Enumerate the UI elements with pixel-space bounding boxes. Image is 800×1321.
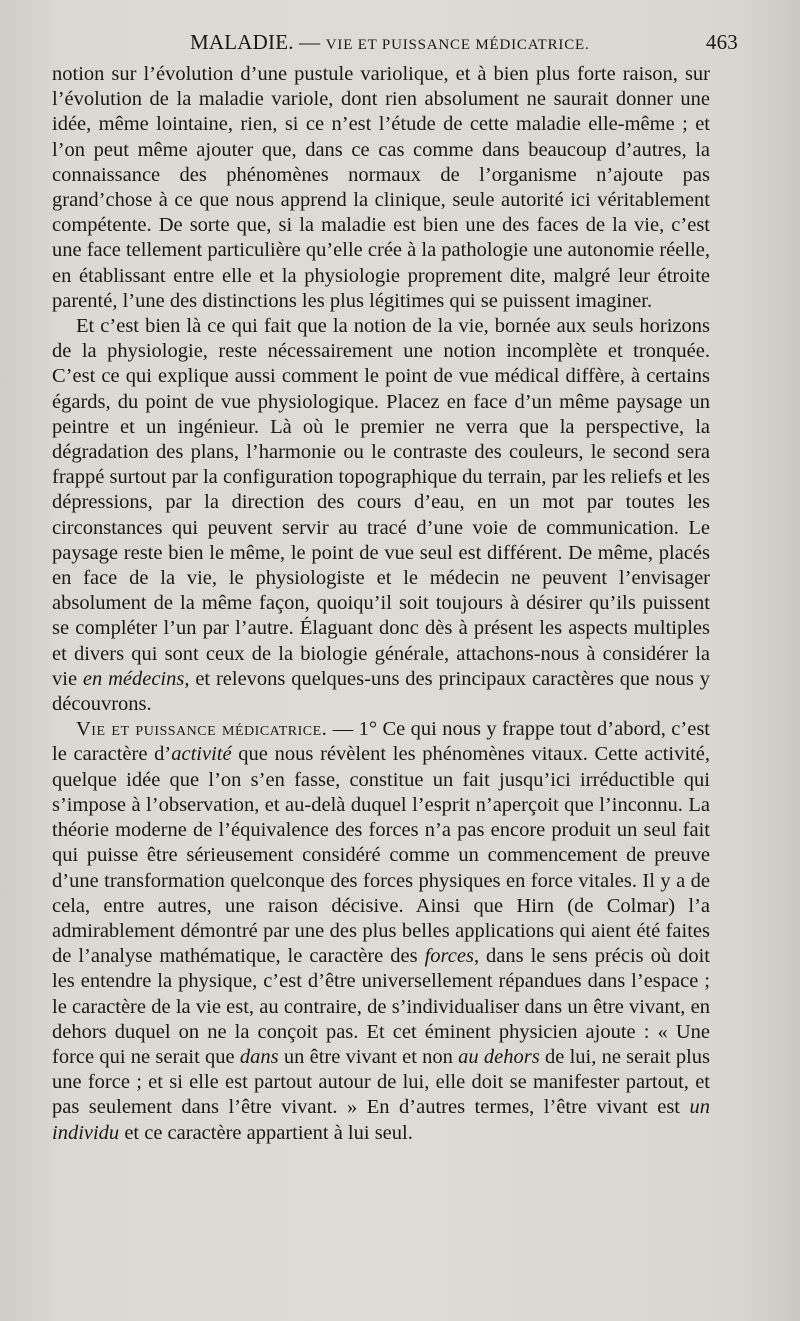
section-heading: Vie et puissance médicatrice. — [76, 718, 328, 741]
paragraph-3-text-e: de lui, ne serait plus une force ; et si elle est partout autour de lui, elle doit se manifester partout, et pas seulement dans l’être vivant. » En d’autres termes, l’être vivant est — [52, 1045, 711, 1119]
paragraph-3-text-b: que nous révèlent les phénomènes vitaux. Cette activité, quelque idée que l’on s’en fasse, constitue un fait jusqu’ici irréductible qui s’impose à l’observation, et au-delà duquel l’esprit n’aperçoit que l’inconnu. La théorie moderne de l’équivalence des forces n’a pas encore produit un seul fait qui puisse être sérieusement considéré comme un commencement de preuve d’une transformation quelconque des forces physiques en force vitales. Il y a de cela, entre autres, une raison décisive. Ainsi que Hirn (de Colmar) l’a admirablement démontré par une des plus belles applications qui aient été faites de l’analyse mathématique, le caractère des — [52, 743, 710, 968]
paragraph-2-text-b: , et relevons quelques-uns des principaux caractères que nous y découvrons. — [52, 667, 710, 716]
paragraph-2-text-a: Et c’est bien là ce qui fait que la notion de la vie, bornée aux seuls horizons de la physiologie, reste nécessairement une notion incomplète et tronquée. C’est ce qui explique aussi comment le point de vue médical diffère, à certains égards, du point de vue physiologique. Placez en face d’un même paysage un peintre et un ingénieur. Là où le premier ne verra que la perspective, la dégradation des plans, l’harmonie ou le contraste des couleurs, le second sera frappé surtout par la configuration topographique du terrain, par les reliefs et les dépressions, par la direction des cours d’eau, en un mot par toutes les circonstances qui peuvent servir au tracé d’une voie de communication. Le paysage reste bien le même, le point de vue seul est différent. De même, placés en face de la vie, le physiologiste et le médecin ne peuvent l’envisager absolument de la même façon, quoiqu’il soit toujours à désirer qu’ils puissent se compléter l’un par l’autre. Élaguant donc dès à présent les aspects multiples et divers qui sont ceux de la biologie générale, attachons-nous à considérer la vie — [52, 315, 710, 690]
paragraph-3-text-c: , dans le sens précis où doit les entendre la physique, c’est d’être universellement répandues dans l’espace ; le caractère de la vie est, au contraire, de s’individualiser dans un être vivant, en dehors duquel on ne la conçoit pas. Et cet éminent physicien ajoute : « Une force qui ne serait que — [52, 945, 711, 1068]
paragraph-2 — [52, 314, 710, 717]
paragraph-3 — [52, 717, 710, 1145]
paragraph-3-italic-au-dehors: au dehors — [458, 1045, 540, 1068]
running-header — [52, 30, 738, 60]
paragraph-3-text-a: — 1° Ce qui nous y frappe tout d’abord, c’est le caractère d’ — [52, 718, 710, 766]
running-title-rest: VIE ET PUISSANCE MÉDICATRICE. — [325, 37, 590, 53]
running-title-dash: — — [293, 30, 326, 54]
paragraph-3-italic-activite: activité — [171, 743, 232, 766]
paragraph-3-italic-un-individu: un individu — [52, 1096, 710, 1144]
paragraph-3-text-d: un être vivant et non — [278, 1045, 459, 1068]
running-title — [190, 30, 590, 55]
page-body — [52, 62, 710, 1146]
running-title-main: MALADIE. — [190, 30, 294, 54]
paragraph-3-italic-dans: dans — [239, 1045, 279, 1068]
paragraph-2-italic: en médecins — [82, 667, 185, 690]
paragraph-3-italic-forces: forces — [424, 945, 474, 968]
page-number: 463 — [705, 30, 738, 54]
paragraph-3-text-f: et ce caractère appartient à lui seul. — [119, 1121, 413, 1144]
paragraph-1: notion sur l’évolution d’une pustule variolique, et à bien plus forte raison, sur l’évolution de la maladie variole, dont rien absolument ne saurait donner une idée, même lointaine, rien, si ce n’est l’étude de cette maladie elle-même ; et l’on peut même ajouter que, dans ce cas comme dans beaucoup d’autres, la connaissance des phénomènes normaux de l’organisme n’ajoute pas grand’chose à ce que nous apprend la clinique, seule autorité ici véritablement compétente. De sorte que, si la maladie est bien une des faces de la vie, c’est une face tellement particulière qu’elle crée à la pathologie une autonomie réelle, en établissant entre elle et la physiologie proprement dite, malgré leur étroite parenté, l’une des distinctions les plus légitimes qui se puissent imaginer. — [52, 63, 710, 312]
